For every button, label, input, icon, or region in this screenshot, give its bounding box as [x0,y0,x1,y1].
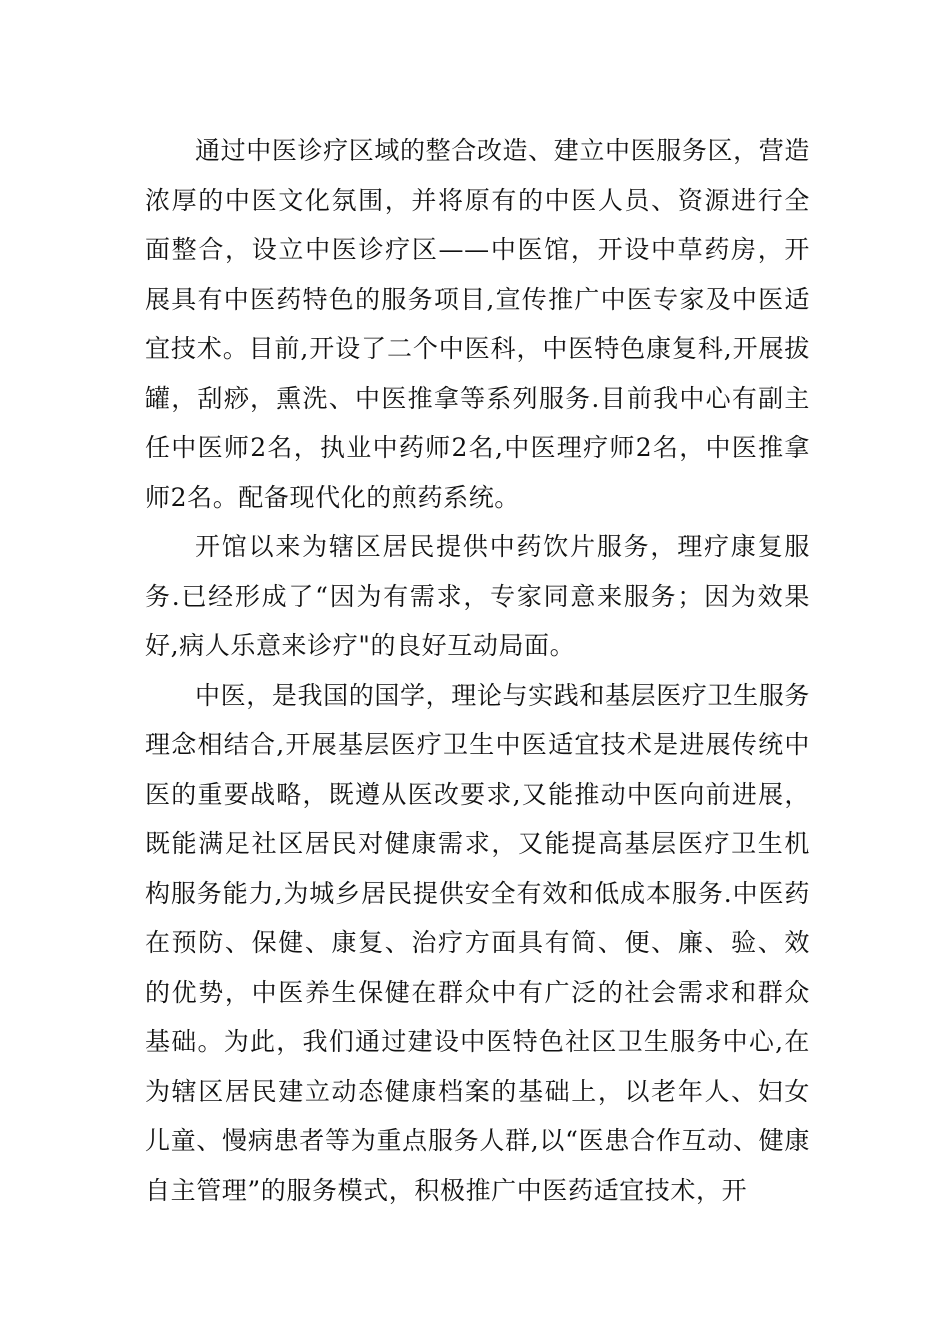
paragraph-2: 开馆以来为辖区居民提供中药饮片服务，理疗康复服务.已经形成了“因为有需求，专家同意来服务；因为效果好,病人乐意来诊疗"的良好互动局面。 [145,532,810,660]
paragraph-1: 通过中医诊疗区域的整合改造、建立中医服务区，营造浓厚的中医文化氛围，并将原有的中医人员、资源进行全面整合，设立中医诊疗区——中医馆，开设中草药房，开展具有中医药特色的服务项目,宣传推广中医专家及中医适宜技术。目前,开设了二个中医科，中医特色康复科,开展拔罐，刮痧，熏洗、中医推拿等系列服务.目前我中心有副主任中医师2名，执业中药师2名,中医理疗师2名，中医推拿师2名。配备现代化的煎药系统。 [145,136,810,512]
document-body [145,126,810,1215]
paragraph-3: 中医，是我国的国学，理论与实践和基层医疗卫生服务理念相结合,开展基层医疗卫生中医适宜技术是进展传统中医的重要战略，既遵从医改要求,又能推动中医向前进展，既能满足社区居民对健康需求，又能提高基层医疗卫生机构服务能力,为城乡居民提供安全有效和低成本服务.中医药在预防、保健、康复、治疗方面具有简、便、廉、验、效的优势，中医养生保健在群众中有广泛的社会需求和群众基础。为此，我们通过建设中医特色社区卫生服务中心,在为辖区居民建立动态健康档案的基础上，以老年人、妇女儿童、慢病患者等为重点服务人群,以“医患合作互动、健康自主管理”的服务模式，积极推广中医药适宜技术，开 [145,680,810,1205]
